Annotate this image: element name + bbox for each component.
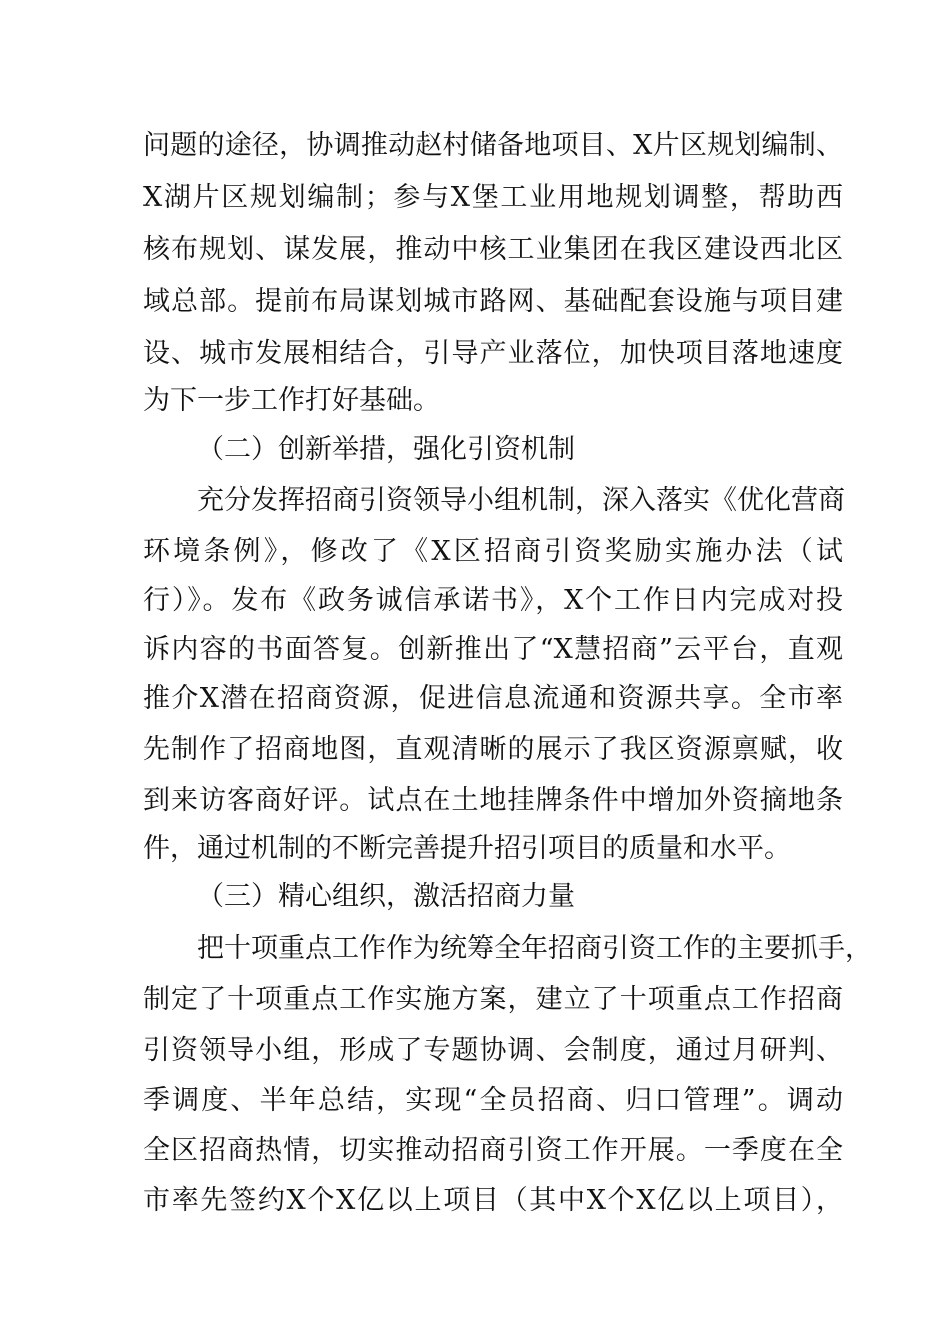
- paragraph-1-line-4: 域总部。提前布局谋划城市路网、基础配套设施与项目建: [143, 286, 843, 317]
- paragraph-3-line-1: 把十项重点工作作为统筹全年招商引资工作的主要抓手，: [197, 933, 872, 964]
- paragraph-3-line-3: 引资领导小组，形成了专题协调、会制度，通过月研判、: [143, 1035, 843, 1066]
- paragraph-2-line-8: 件，通过机制的不断完善提升招引项目的质量和水平。: [143, 833, 791, 864]
- paragraph-3-line-6: 市率先签约X个X亿以上项目（其中X个X亿以上项目），: [143, 1185, 843, 1216]
- paragraph-2-line-2: 环境条例》，修改了《X区招商引资奖励实施办法（试: [143, 536, 843, 567]
- paragraph-1-line-6: 为下一步工作打好基础。: [143, 385, 440, 416]
- section-heading-3: （三）精心组织，激活招商力量: [197, 881, 575, 912]
- paragraph-2-line-6: 先制作了招商地图，直观清晰的展示了我区资源禀赋，收: [143, 734, 843, 765]
- paragraph-2-line-5: 推介X潜在招商资源，促进信息流通和资源共享。全市率: [143, 683, 843, 714]
- paragraph-2-line-1: 充分发挥招商引资领导小组机制，深入落实《优化营商: [197, 485, 845, 516]
- paragraph-2-line-7: 到来访客商好评。试点在土地挂牌条件中增加外资摘地条: [143, 785, 843, 816]
- paragraph-1-line-1: 问题的途径，协调推动赵村储备地项目、X片区规划编制、: [143, 130, 843, 161]
- paragraph-3-line-5: 全区招商热情，切实推动招商引资工作开展。一季度在全: [143, 1135, 843, 1166]
- paragraph-3-line-4: 季调度、半年总结，实现“全员招商、归口管理”。调动: [143, 1085, 843, 1116]
- paragraph-2-line-3: 行）》。发布《政务诚信承诺书》，X个工作日内完成对投: [143, 585, 843, 616]
- paragraph-1-line-3: 核布规划、谋发展，推动中核工业集团在我区建设西北区: [143, 234, 843, 265]
- paragraph-1-line-2: X湖片区规划编制；参与X堡工业用地规划调整，帮助西: [143, 182, 843, 213]
- section-heading-2: （二）创新举措，强化引资机制: [197, 434, 575, 465]
- paragraph-3-line-2: 制定了十项重点工作实施方案，建立了十项重点工作招商: [143, 984, 843, 1015]
- paragraph-1-line-5: 设、城市发展相结合，引导产业落位，加快项目落地速度: [143, 338, 843, 369]
- paragraph-2-line-4: 诉内容的书面答复。创新推出了“X慧招商”云平台，直观: [143, 634, 843, 665]
